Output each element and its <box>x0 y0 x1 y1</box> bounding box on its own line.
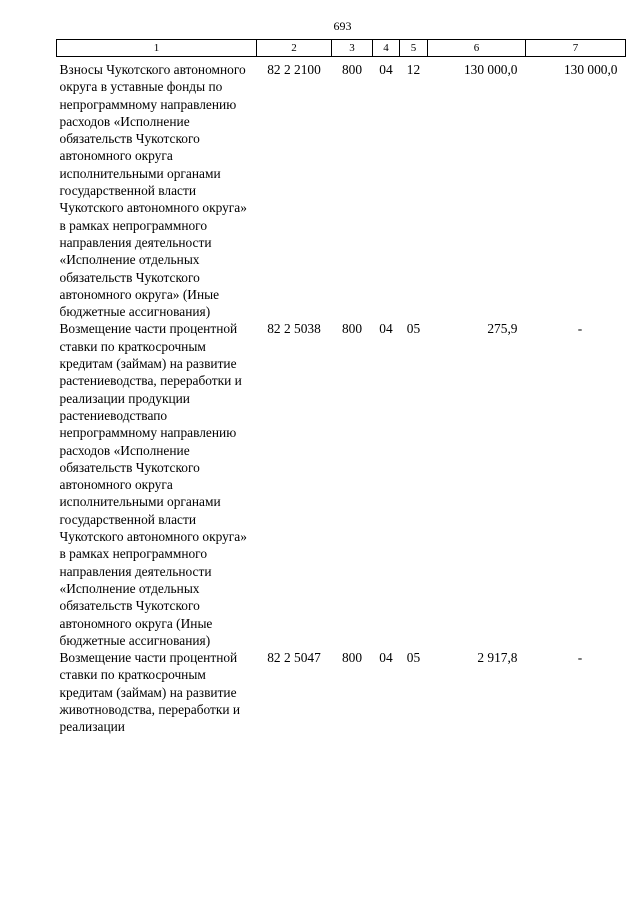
budget-table <box>56 39 626 736</box>
row-amount-col7: - <box>577 650 583 666</box>
row-target-code: 82 2 5047 <box>267 650 321 666</box>
row-description: Возмещение части процентной ставки по краткосрочным кредитам (займам) на развитие растениеводства, переработки и реализации продукции растениеводствапо непрограммному направлению расходов «Исполнение обязательств Чукотского автономного округа исполнительными органами государственной власти Чукотского автономного округа» в рамках непрограммного направления деятельности «Исполнение отдельных обязательств Чукотского автономного округа (Иные бюджетные ассигнования) <box>59 321 247 648</box>
table-row <box>57 57 626 321</box>
row-subsection: 12 <box>406 62 421 77</box>
row-amount-col7: 130 000,0 <box>563 62 618 77</box>
column-header-7: 7 <box>526 40 626 57</box>
table-header-row <box>57 40 626 57</box>
row-section: 04 <box>379 62 393 77</box>
column-header-4: 4 <box>373 40 400 57</box>
row-expense-type: 800 <box>341 321 363 337</box>
row-section: 04 <box>379 321 393 337</box>
row-target-code: 82 2 5038 <box>267 321 321 337</box>
row-amount-col6: 2 917,8 <box>477 650 518 666</box>
row-expense-type: 800 <box>341 62 363 77</box>
row-subsection: 05 <box>406 650 421 666</box>
row-expense-type: 800 <box>341 650 363 666</box>
row-amount-col7: - <box>577 321 583 337</box>
table-row <box>57 649 626 735</box>
column-header-6: 6 <box>428 40 526 57</box>
column-header-5: 5 <box>400 40 428 57</box>
column-header-1: 1 <box>57 40 257 57</box>
row-target-code: 82 2 2100 <box>267 62 321 77</box>
row-description: Взносы Чукотского автономного округа в уставные фонды по непрограммному направлению расходов «Исполнение обязательств Чукотского автономного округа исполнительными органами государственной власти Чукотского автономного округа» в рамках непрограммного направления деятельности «Исполнение отдельных обязательств Чукотского автономного округа» (Иные бюджетные ассигнования) <box>59 62 247 320</box>
column-header-2: 2 <box>257 40 332 57</box>
row-subsection: 05 <box>406 321 421 337</box>
row-amount-col6: 275,9 <box>487 321 518 337</box>
page-number: 693 <box>333 19 352 33</box>
row-section: 04 <box>379 650 393 666</box>
column-header-3: 3 <box>332 40 373 57</box>
row-description: Возмещение части процентной ставки по краткосрочным кредитам (займам) на развитие животноводства, переработки и реализации <box>59 650 241 735</box>
table-row <box>57 320 626 649</box>
row-amount-col6: 130 000,0 <box>463 62 518 77</box>
